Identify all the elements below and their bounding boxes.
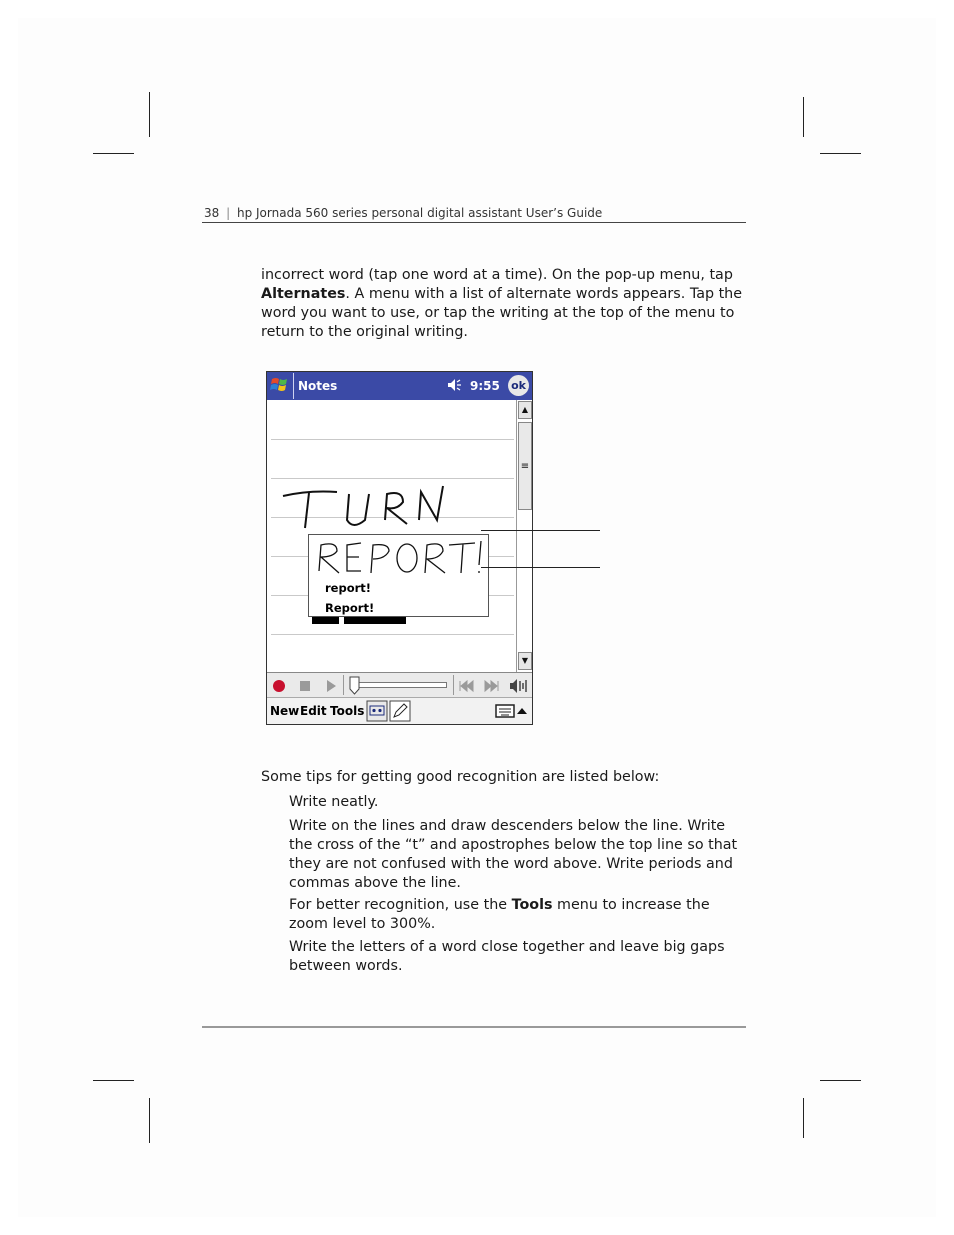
clock[interactable]: 9:55 — [470, 379, 500, 393]
header-title: hp Jornada 560 series personal digital assistant User’s Guide — [236, 206, 603, 220]
ruled-line — [271, 439, 514, 440]
app-title: Notes — [298, 379, 338, 393]
notes-screenshot — [266, 371, 533, 725]
crop-mark — [93, 1080, 134, 1081]
windows-flag-icon — [268, 373, 292, 397]
title-bar — [267, 372, 532, 400]
skip-forward-icon[interactable] — [483, 678, 501, 694]
tip-item: Write on the lines and draw descenders below the line. Write the cross of the “t” and apostrophes below the top line so that they are not confused with the word above. Write periods and commas above the line. — [289, 818, 738, 891]
handwriting-turn — [279, 480, 459, 540]
handwriting-report[interactable] — [311, 537, 487, 577]
alternate-option-1[interactable]: report! — [325, 581, 372, 595]
menu-edit[interactable]: Edit — [300, 704, 327, 718]
alternate-option-2[interactable]: Report! — [325, 601, 375, 615]
intro-text-1: incorrect word (tap one word at a time). On the pop-up menu, tap — [261, 267, 733, 283]
crop-mark — [803, 97, 804, 137]
menu-new[interactable]: New — [270, 704, 300, 718]
header-separator: | — [226, 206, 231, 220]
tip-zoom-text-1: For better recognition, use the — [289, 897, 512, 913]
selected-word-block — [312, 616, 339, 624]
stop-icon[interactable] — [297, 678, 313, 694]
speaker-icon[interactable] — [447, 378, 465, 396]
ok-button[interactable]: ok — [508, 375, 529, 396]
play-icon[interactable] — [323, 678, 339, 694]
ruled-line — [271, 634, 514, 635]
playback-slider-icon[interactable] — [349, 676, 361, 695]
tip-item-zoom — [289, 896, 747, 934]
crop-mark — [820, 153, 861, 154]
intro-paragraph — [261, 266, 746, 342]
toolbar-divider — [343, 675, 344, 695]
crop-mark — [149, 1098, 150, 1143]
crop-mark — [149, 92, 150, 137]
tip-item: Write neatly. — [289, 794, 379, 810]
scroll-down-icon[interactable]: ▼ — [518, 652, 532, 670]
ruled-line — [271, 478, 514, 479]
tips-intro: Some tips for getting good recognition are listed below: — [261, 769, 660, 785]
vertical-scrollbar[interactable] — [516, 400, 533, 672]
menu-bar — [267, 697, 532, 725]
running-header — [204, 206, 746, 220]
start-button[interactable] — [268, 373, 294, 399]
tip-zoom-text-2: menu to increase the zoom level to 300%. — [289, 897, 710, 932]
page-number: 38 — [204, 206, 220, 220]
scroll-thumb[interactable]: ≡ — [518, 422, 532, 510]
intro-bold-alternates: Alternates — [261, 286, 346, 302]
crop-mark — [93, 153, 134, 154]
scroll-up-icon[interactable]: ▲ — [518, 401, 532, 419]
toolbar-divider — [453, 675, 454, 695]
playback-track[interactable] — [355, 682, 447, 688]
footer-rule — [202, 1026, 746, 1028]
menu-tools[interactable]: Tools — [330, 704, 365, 718]
crop-mark — [803, 1098, 804, 1138]
tip-item: Write the letters of a word close together and leave big gaps between words. — [289, 939, 725, 974]
tip-zoom-bold-tools: Tools — [511, 897, 553, 913]
keyboard-icon[interactable] — [495, 703, 515, 719]
crop-mark — [820, 1080, 861, 1081]
callout-line — [481, 567, 600, 568]
volume-icon[interactable] — [508, 677, 528, 695]
record-icon[interactable] — [271, 678, 287, 694]
intro-text-2: . A menu with a list of alternate words appears. Tap the word you want to use, or tap the writing at the top of the menu to return to the original writing. — [261, 286, 743, 340]
recording-toolbar — [267, 672, 532, 698]
header-rule — [202, 222, 746, 223]
skip-back-icon[interactable] — [457, 678, 475, 694]
pen-icon[interactable] — [389, 700, 411, 722]
callout-line — [481, 530, 600, 531]
input-selector-arrow-icon[interactable] — [516, 706, 528, 716]
note-canvas[interactable] — [267, 400, 516, 672]
alternates-popup[interactable] — [308, 534, 489, 617]
recording-toolbar-toggle-icon[interactable] — [366, 700, 388, 722]
selected-word-block — [344, 616, 406, 624]
